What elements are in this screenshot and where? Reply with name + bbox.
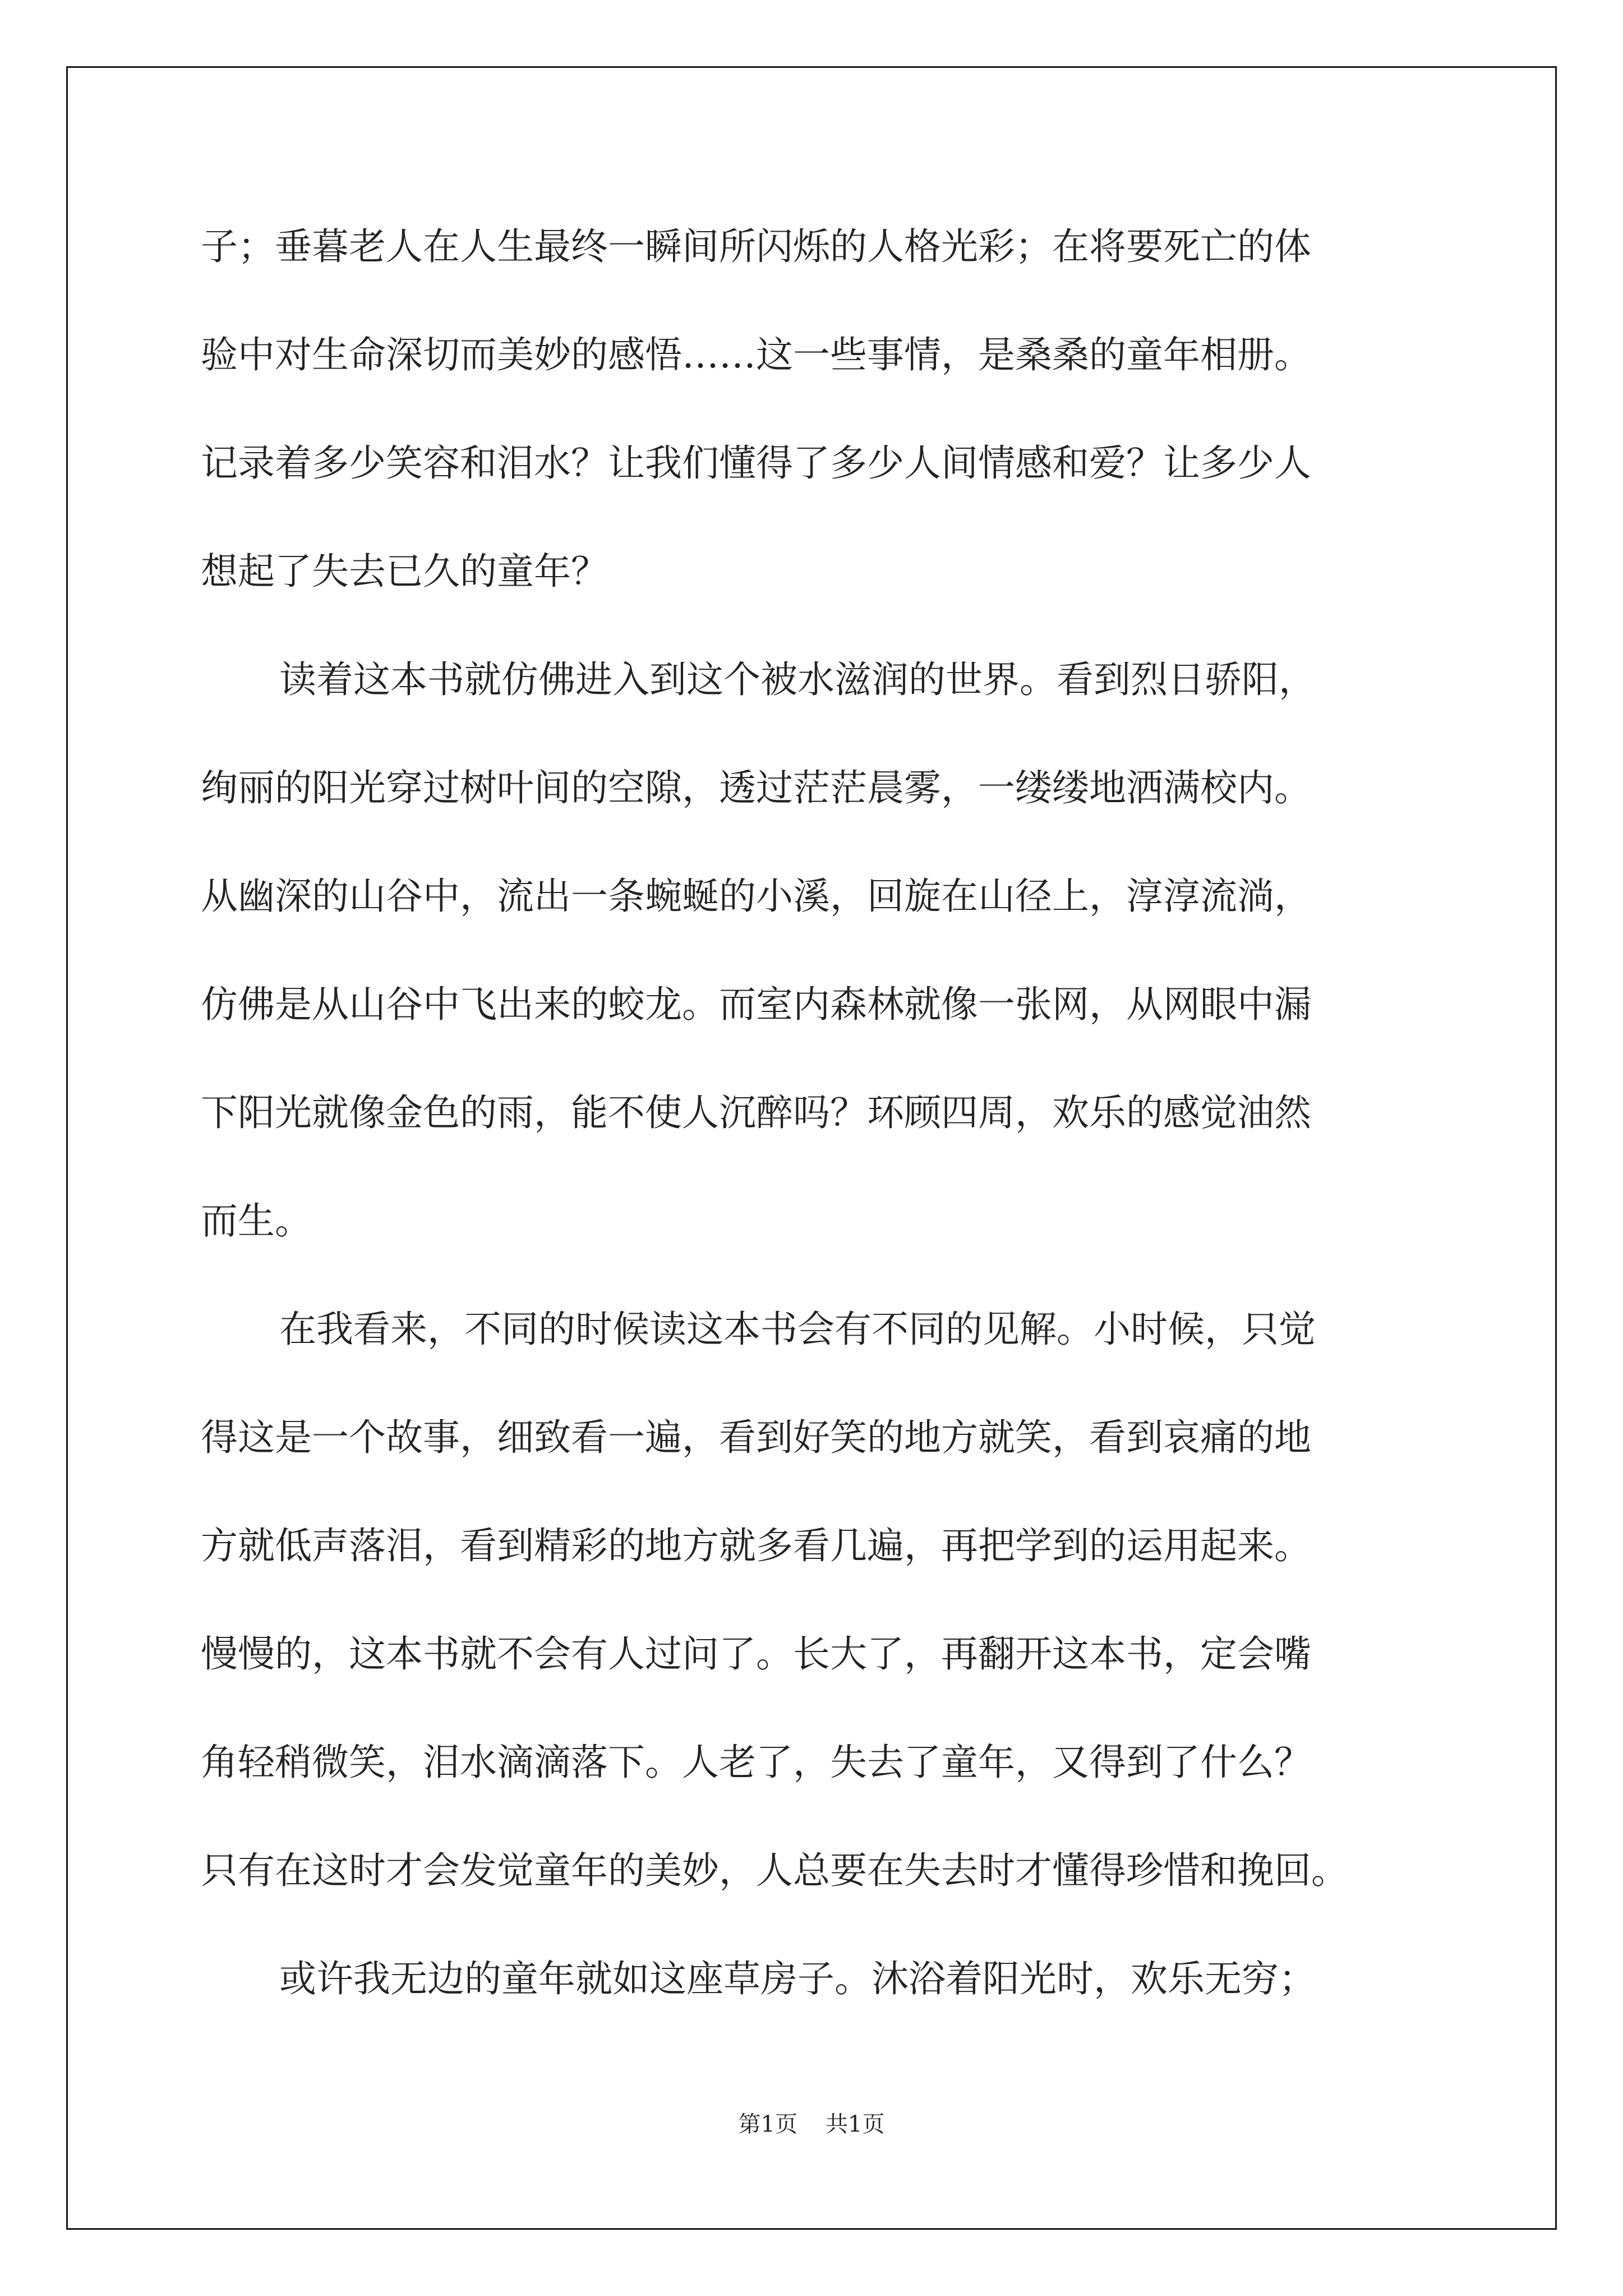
text-line: 从幽深的山谷中，流出一条蜿蜒的小溪，回旋在山径上，淳淳流淌， (201, 875, 1311, 918)
page-number: 第1页 (738, 2111, 797, 2137)
text-line: 验中对生命深切而美妙的感悟……这一些事情，是桑桑的童年相册。 (201, 333, 1311, 376)
text-line: 方就低声落泪，看到精彩的地方就多看几遍，再把学到的运用起来。 (201, 1524, 1311, 1567)
page-total: 共1页 (826, 2111, 885, 2137)
paragraph-start-line: 或许我无边的童年就如这座草房子。沐浴着阳光时，欢乐无穷； (279, 1957, 1316, 2000)
paragraph-start-line: 读着这本书就仿佛进入到这个被水滋润的世界。看到烈日骄阳， (279, 658, 1316, 701)
page-footer (0, 2106, 1623, 2138)
text-line: 得这是一个故事，细致看一遍，看到好笑的地方就笑，看到哀痛的地 (201, 1416, 1311, 1459)
text-line: 仿佛是从山谷中飞出来的蛟龙。而室内森林就像一张网，从网眼中漏 (201, 983, 1311, 1026)
text-line: 慢慢的，这本书就不会有人过问了。长大了，再翻开这本书，定会嘴 (201, 1632, 1311, 1676)
text-line: 角轻稍微笑，泪水滴滴落下。人老了，失去了童年，又得到了什么？ (201, 1741, 1311, 1784)
text-line: 子；垂暮老人在人生最终一瞬间所闪烁的人格光彩；在将要死亡的体 (201, 225, 1311, 268)
text-line: 绚丽的阳光穿过树叶间的空隙，透过茫茫晨雾，一缕缕地洒满校内。 (201, 766, 1311, 809)
text-line: 想起了失去已久的童年？ (201, 550, 608, 593)
text-line: 下阳光就像金色的雨，能不使人沉醉吗？环顾四周，欢乐的感觉油然 (201, 1091, 1311, 1134)
text-line: 只有在这时才会发觉童年的美妙，人总要在失去时才懂得珍惜和挽回。 (201, 1849, 1348, 1892)
paragraph-start-line: 在我看来，不同的时候读这本书会有不同的见解。小时候，只觉 (279, 1308, 1316, 1351)
document-body (201, 213, 1435, 2054)
text-line: 而生。 (201, 1199, 312, 1243)
text-line: 记录着多少笑容和泪水？让我们懂得了多少人间情感和爱？让多少人 (201, 441, 1311, 485)
